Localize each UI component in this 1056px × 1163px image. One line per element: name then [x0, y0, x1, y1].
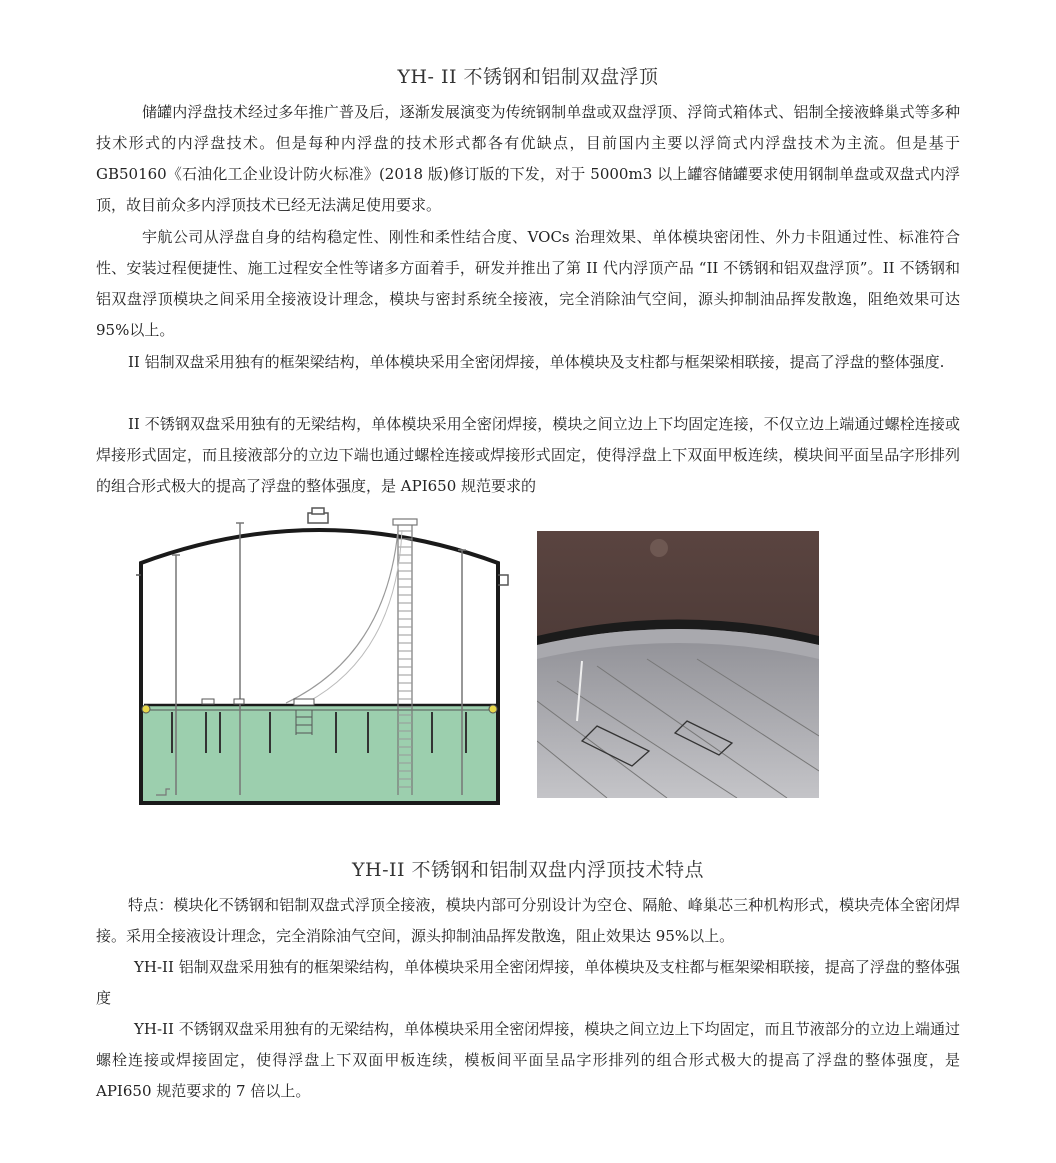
feature-paragraph-1: 特点：模块化不锈钢和铝制双盘式浮顶全接液，模块内部可分别设计为空仓、隔舱、峰巢芯三种机构形式，模块壳体全密闭焊接。采用全接液设计理念，完全消除油气空间，源头抑制油品挥发散逸，阻止效果达 95%以上。 — [96, 896, 960, 945]
intro-paragraph-4: II 不锈钢双盘采用独有的无梁结构，单体模块采用全密闭焊接，模块之间立边上下均固定连接，不仅立边上端通过螺栓连接或焊接形式固定，而且接液部分的立边下端也通过螺栓连接或焊接形式固定，使得浮盘上下双面甲板连续，模块间平面呈品字形排列的组合形式极大的提高了浮盘的整体强度，是 API650 规范要求的 — [96, 415, 960, 495]
feature-paragraph-3: YH-II 不锈钢双盘采用独有的无梁结构，单体模块采用全密闭焊接，模块之间立边上下均固定，而且节液部分的立边上端通过螺栓连接或焊接固定，使得浮盘上下双面甲板连续，模板间平面呈品字形排列的组合形式极大的提高了浮盘的整体强度，是 API650 规范要求的 7 倍以上。 — [96, 1020, 960, 1100]
section-title-1: YH- II 不锈钢和铝制双盘浮顶 — [397, 66, 659, 88]
section-title-2: YH-II 不锈钢和铝制双盘内浮顶技术特点 — [351, 859, 705, 881]
intro-paragraph-2: 宇航公司从浮盘自身的结构稳定性、刚性和柔性结合度、VOCs 治理效果、单体模块密闭性、外力卡阻通过性、标准符合性、安装过程便捷性、施工过程安全性等诸多方面着手，研发并推出了第 II 代内浮顶产品 “II 不锈钢和铝双盘浮顶”。II 不锈钢和铝双盘浮顶模块之间采用全接液设计理念，模块与密封系统全接液，完全消除油气空间，源头抑制油品挥发散逸，阻绝效果可达 95%以上。 — [96, 228, 960, 339]
feature-paragraph-2: YH-II 铝制双盘采用独有的框架梁结构，单体模块采用全密闭焊接，单体模块及支柱都与框架梁相联接，提高了浮盘的整体强度 — [96, 958, 960, 1007]
floating-roof-photo — [537, 531, 819, 798]
tank-cross-section-diagram — [136, 505, 514, 810]
intro-paragraph-1: 储罐内浮盘技术经过多年推广普及后，逐渐发展演变为传统钢制单盘或双盘浮顶、浮筒式箱体式、铝制全接液蜂巢式等多种技术形式的内浮盘技术。但是每种内浮盘的技术形式都各有优缺点，目前国内主要以浮筒式内浮盘技术为主流。但是基于 GB50160《石油化工企业设计防火标准》(2018 版)修订版的下发，对于 5000m3 以上罐容储罐要求使用钢制单盘或双盘式内浮顶，故目前众多内浮顶技术已经无法满足使用要求。 — [96, 103, 960, 214]
intro-paragraph-3: II 铝制双盘采用独有的框架梁结构，单体模块采用全密闭焊接，单体模块及支柱都与框架梁相联接，提高了浮盘的整体强度. — [128, 353, 945, 371]
liquid-fill — [141, 705, 498, 803]
